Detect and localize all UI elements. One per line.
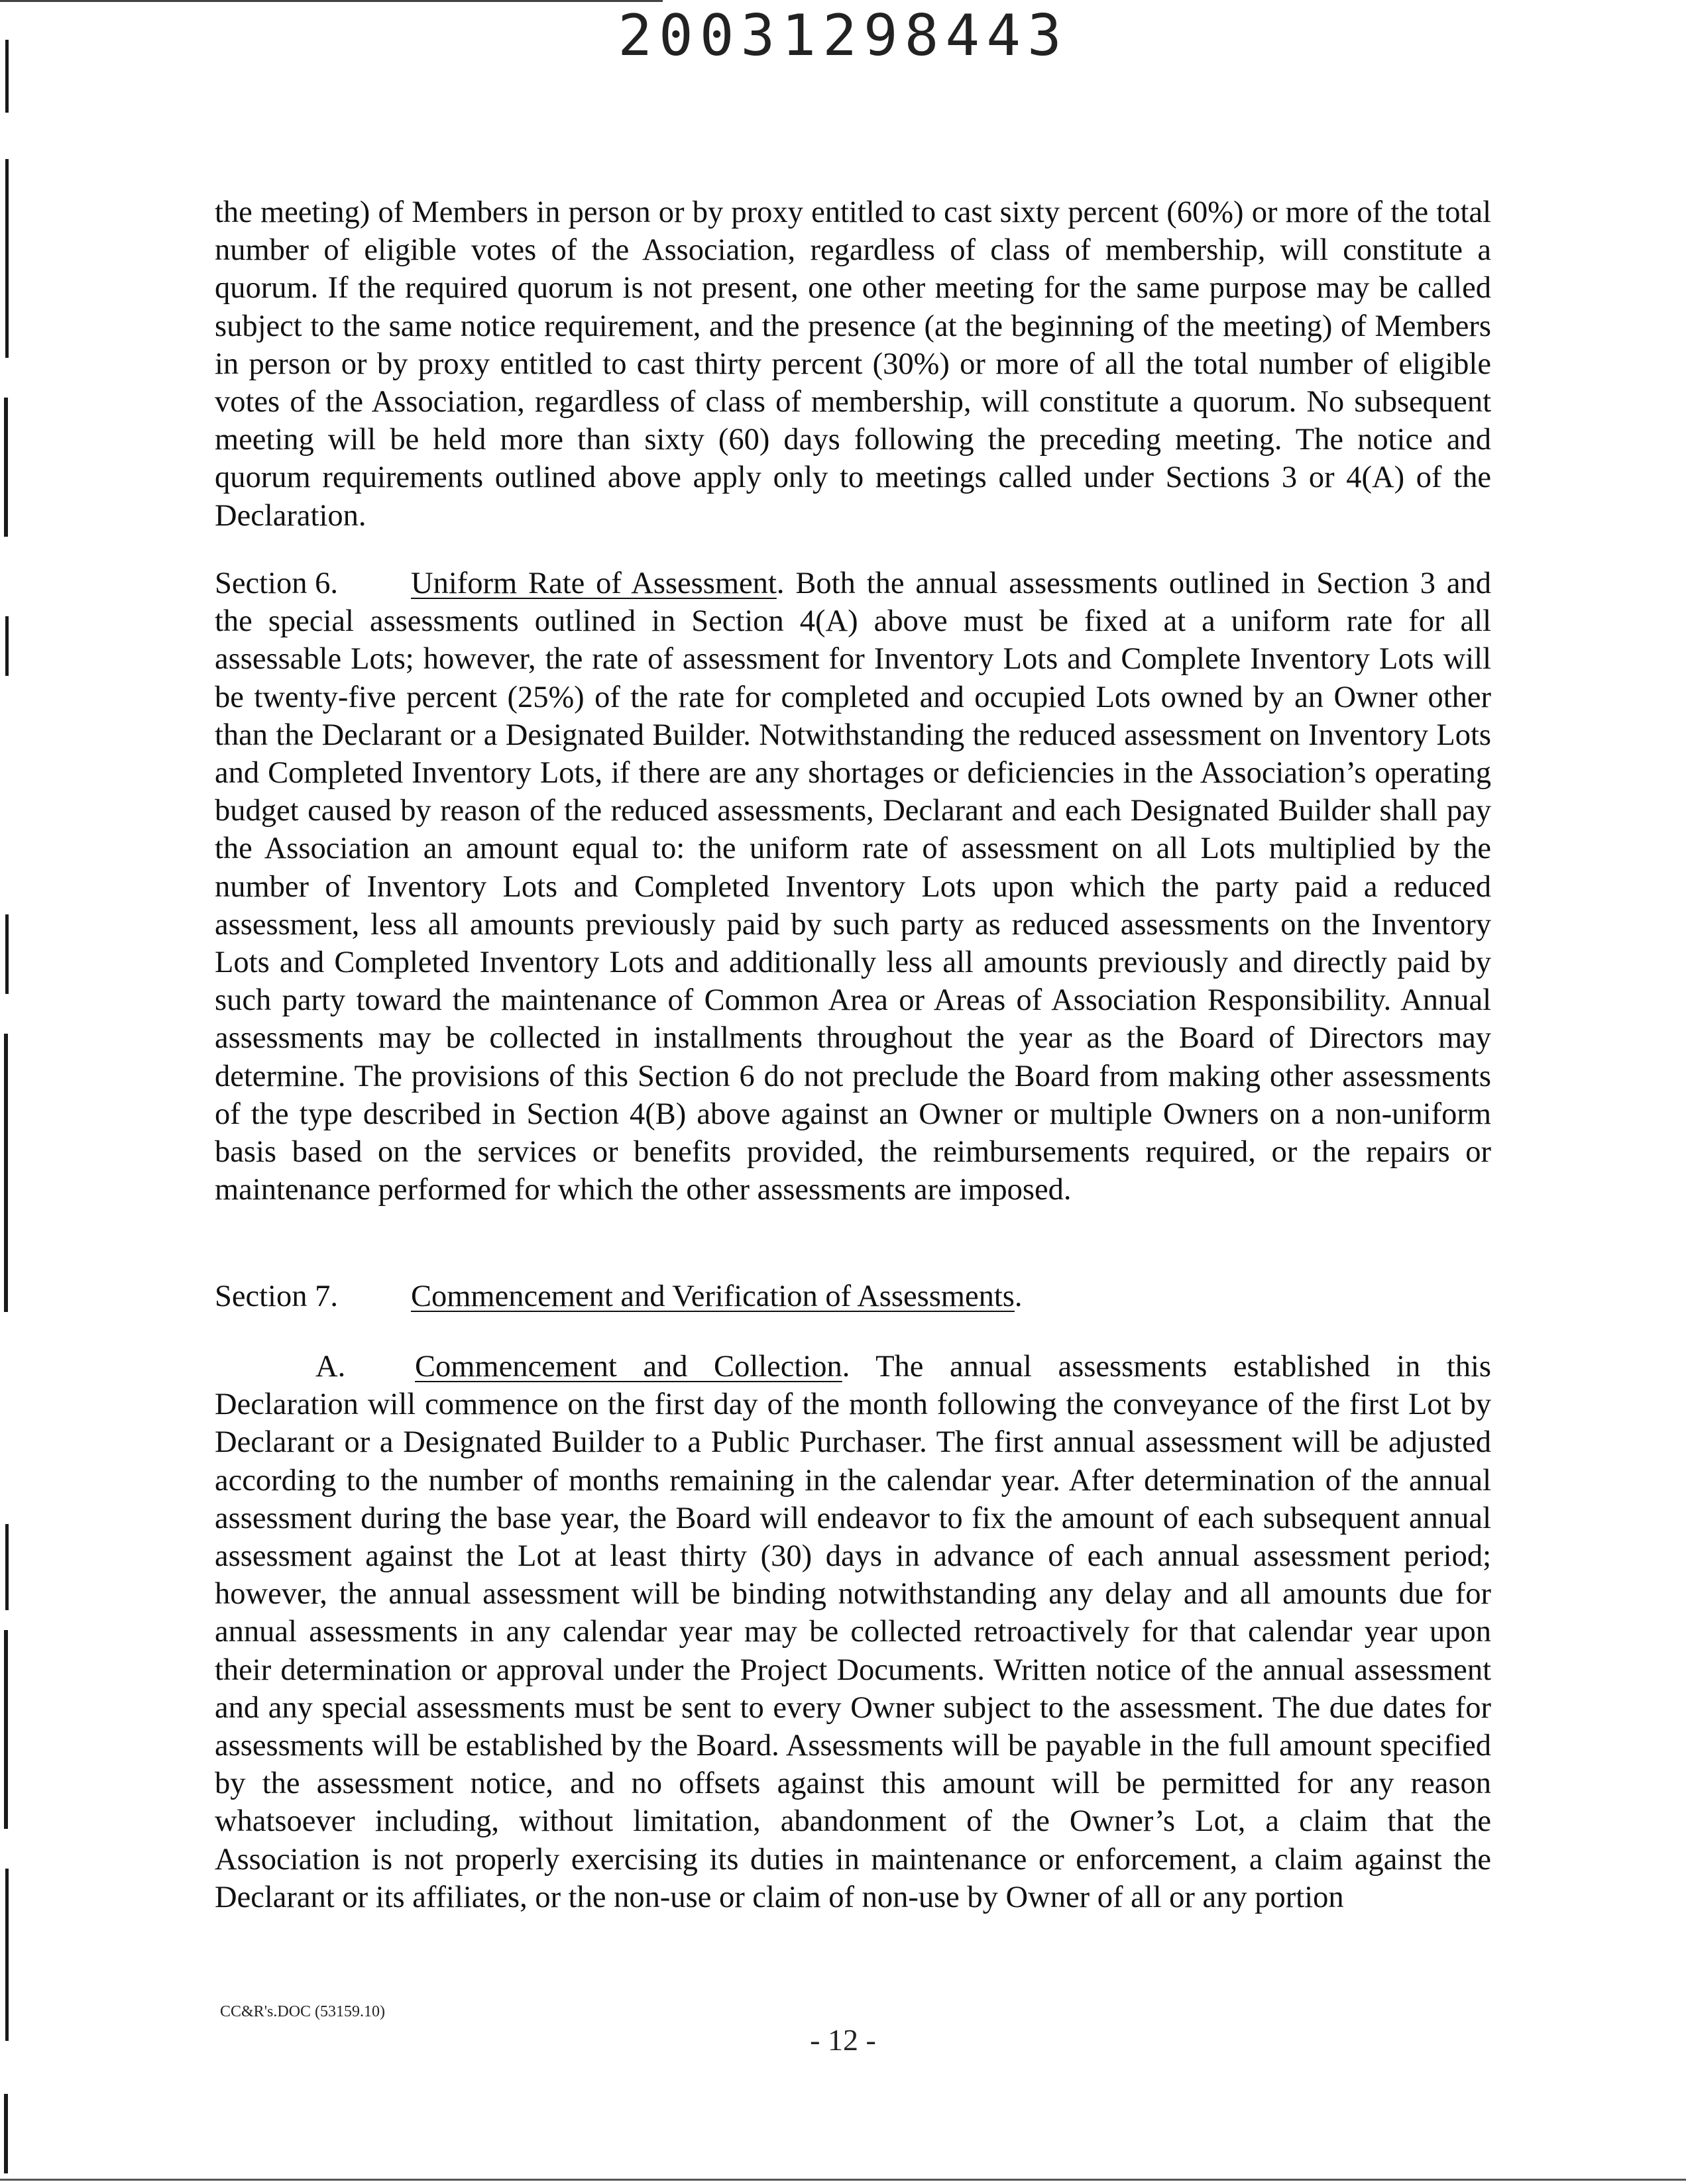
section-6-body: . Both the annual assessments outlined in Section 3 and the special assessments outlined in Section 4(A) above must be fixed at a uniform rate for all assessable Lots; however, the rate of assessment for Inventory Lots and Complete Inventory Lots will be twenty-five percent (25%) of the rate for completed and occupied Lots owned by an Owner other than the Declarant or a Designated Builder. Notwithstanding the reduced assessment on Inventory Lots and Completed Inventory Lots, if there are any shortages or deficiencies in the Association’s operating budget caused by reason of the reduced assessments, Declarant and each Designated Builder shall pay the Association an amount equal to: the uniform rate of assessment on all Lots multiplied by the number of Inventory Lots and Completed Inventory Lots upon which the party paid a reduced assessment, less all amounts previously paid by such party as reduced assessments on the Inventory Lots and Completed Inventory Lots and additionally less all amounts previously and directly paid by such party toward the maintenance of Common Area or Areas of Association Responsibility. Annual assessments may be collected in installments throughout the year as the Board of Directors may determine. The provisions of this Section 6 do not preclude the Board from making other assessments of the type described in Section 4(B) above against an Owner or multiple Owners on a non-uniform basis based on the services or benefits provided, the reimbursements required, or the repairs or maintenance performed for which the other assessments are imposed. [215,567,1491,1207]
scan-top-rule [0,0,663,2]
subsection-a-paragraph [215,1348,1491,1916]
scan-left-mark-4 [5,616,9,676]
scan-left-mark-9 [5,1869,9,2041]
subsection-a-label: A. [315,1350,346,1384]
scan-bottom-rule [0,2179,1686,2181]
section-7-heading: Commencement and Verification of Assessments [411,1280,1015,1313]
section-7 [215,1278,1491,1315]
section-6-number: Section 6. [215,567,338,600]
subsection-a-body: . The annual assessments established in this Declaration will commence on the first day of the month following the conveyance of the first Lot by Declarant or a Designated Builder to a Public Purchaser. The first annual assessment will be adjusted according to the number of months remaining in the calendar year. After determination of the annual assessment during the base year, the Board will endeavor to fix the amount of each subsequent annual assessment against the Lot at least thirty (30) days in advance of each annual assessment period; however, the annual assessment will be binding notwithstanding any delay and all amounts due for annual assessments in any calendar year may be collected retroactively for that calendar year upon their determination or approval under the Project Documents. Written notice of the annual assessment and any special assessments must be sent to every Owner subject to the assessment. The due dates for assessments will be established by the Board. Assessments will be payable in the full amount specified by the assessment notice, and no offsets against this amount will be permitted for any reason whatsoever including, without limitation, abandonment of the Owner’s Lot, a claim that the Association is not properly exercising its duties in maintenance or enforcement, a claim against the Declarant or its affiliates, or the non-use or claim of non-use by Owner of all or any portion [215,1350,1492,1914]
section-6-heading: Uniform Rate of Assessment [411,567,777,600]
paragraph-quorum-text: the meeting) of Members in person or by proxy entitled to cast sixty percent (60%) or more of the total number of eligible votes of the Association, regardless of class of membership, will constitute a quorum. If the required quorum is not present, one other meeting for the same purpose may be called subject to the same notice requirement, and the presence (at the beginning of the meeting) of Members in person or by proxy entitled to cast thirty percent (30%) or more of all the total number of eligible votes of the Association, regardless of class of membership, will constitute a quorum. No subsequent meeting will be held more than sixty (60) days following the preceding meeting. The notice and quorum requirements outlined above apply only to meetings called under Sections 3 or 4(A) of the Declaration. [215,195,1491,533]
scan-left-mark-6 [4,1034,8,1312]
scan-left-mark-5 [5,914,9,994]
section-7-number: Section 7. [215,1280,338,1313]
section-7-paragraph [215,1278,1491,1315]
subsection-a [215,1348,1491,1916]
section-7-heading-end: . [1014,1280,1023,1313]
scan-left-mark-3 [4,398,8,537]
recording-number: 20031298443 [618,3,1068,69]
footer-page-number: - 12 - [810,2023,876,2057]
paragraph-quorum [215,193,1491,535]
scan-left-mark-2 [5,159,9,358]
section-6 [215,565,1491,1209]
footer-file-reference: CC&R's.DOC (53159.10) [220,2003,386,2020]
scan-left-mark-8 [4,1630,8,1829]
scan-left-mark-7 [5,1524,9,1610]
subsection-a-heading: Commencement and Collection [415,1350,842,1384]
section-6-paragraph [215,565,1491,1209]
scan-left-mark-10 [4,2094,8,2173]
